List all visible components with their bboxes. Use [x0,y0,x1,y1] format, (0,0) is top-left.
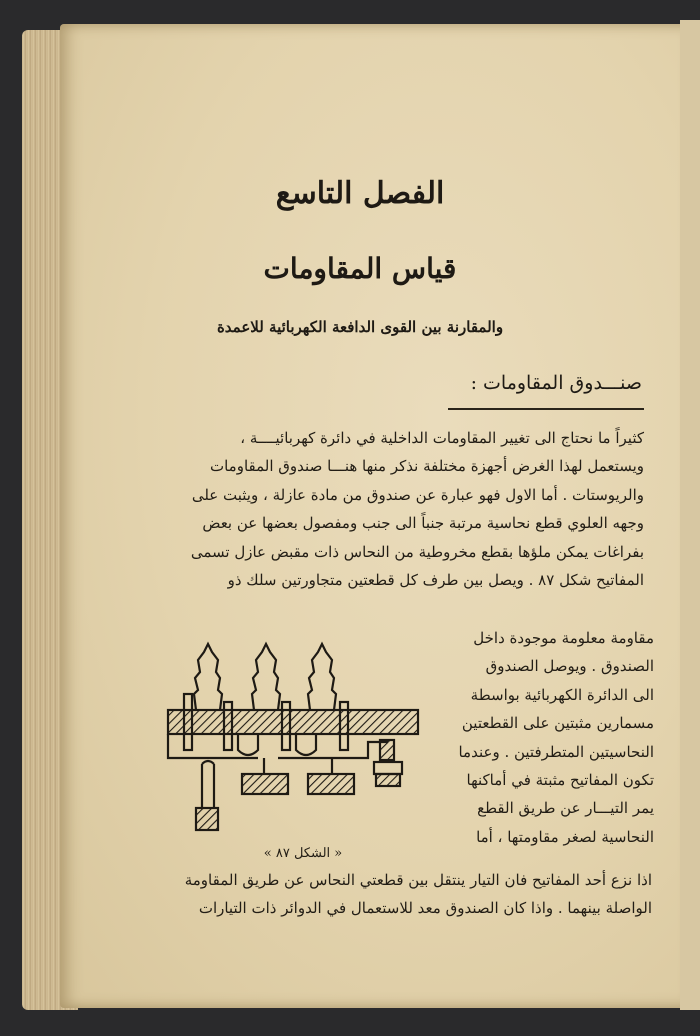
text-line: ويستعمل لهذا الغرض أجهزة مختلفة نذكر منها هنـــا صندوق المقاومات [209,457,644,476]
figure-caption: « الشكل ٨٧ » [263,846,343,861]
main-title: قياس المقاومات [263,252,457,285]
text-line: مقاومة معلومة موجودة داخل [473,629,654,647]
text-line: كثيراً ما نحتاج الى تغيير المقاومات الداخلية في دائرة كهربائيــــة ، [240,429,644,447]
section-heading: صنـــدوق المقاومات : [470,372,642,394]
paragraph-bottom [154,866,652,923]
paragraph-top [150,424,644,594]
text-line: الى الدائرة الكهربائية بواسطة [470,685,654,704]
text-line: وجهه العلوي قطع نحاسية مرتبة جنباً الى جنب ومفصول بعضها عن بعض [202,514,644,533]
text-line: مسمارين مثبتين على القطعتين [461,714,654,733]
text-line: بفراغات يمكن ملؤها بقطع مخروطية من النحاس ذات مقبض عازل تسمى [190,542,644,561]
text-line: الواصلة بينهما . واذا كان الصندوق معد للاستعمال في الدوائر ذات التيارات [198,899,652,918]
subtitle: والمقارنة بين القوى الدافعة الكهربائية للاعمدة [216,318,504,336]
text-line: والريوستات . أما الاول فهو عبارة عن صندوق من مادة عازلة ، ويثبت على [191,485,644,504]
text-line: النحاسيتين المتطرفتين . وعندما [458,742,654,761]
resistance-box-illustration [158,632,428,842]
text-line: تكون المفاتيح مثبتة في أماكنها [466,771,654,790]
text-line: النحاسية لصغر مقاومتها ، أما [476,827,654,846]
paragraph-beside-figure [432,624,654,851]
facing-page-edge [680,20,700,1010]
text-line: يمر التيـــار عن طريق القطع [477,799,654,818]
chapter-title: الفصل التاسع [275,176,445,211]
text-line: اذا نزع أحد المفاتيح فان التيار ينتقل بين قطعتي النحاس عن طريق المقاومة [184,871,652,889]
text-line: المفاتيح شكل ٨٧ . ويصل بين طرف كل قطعتين متجاورتين سلك ذو [227,571,644,590]
heading-underline [448,408,644,410]
text-line: الصندوق . ويوصل الصندوق [485,657,654,676]
